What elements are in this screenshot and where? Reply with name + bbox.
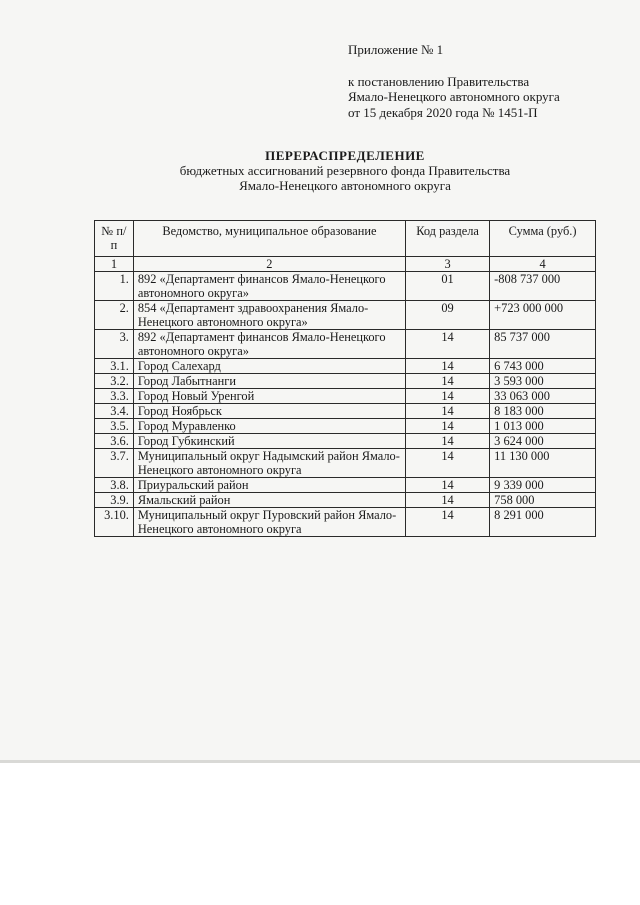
table-row xyxy=(95,508,596,537)
table-row xyxy=(95,478,596,493)
table-row xyxy=(95,434,596,449)
row-name: 892 «Департамент финансов Ямало-Ненецкого автономного округа» xyxy=(133,330,405,359)
row-name: Город Салехард xyxy=(133,359,405,374)
row-code: 14 xyxy=(405,374,489,389)
document-title xyxy=(120,148,570,193)
row-code: 14 xyxy=(405,330,489,359)
row-code: 14 xyxy=(405,478,489,493)
row-number: 3.4. xyxy=(95,404,134,419)
row-number: 3. xyxy=(95,330,134,359)
header-num: № п/п xyxy=(95,221,134,257)
row-sum: 8 291 000 xyxy=(490,508,596,537)
table-row xyxy=(95,449,596,478)
table-row xyxy=(95,330,596,359)
row-sum: 9 339 000 xyxy=(490,478,596,493)
index-cell: 1 xyxy=(95,257,134,272)
table-row xyxy=(95,272,596,301)
table-row xyxy=(95,359,596,374)
row-number: 3.10. xyxy=(95,508,134,537)
row-number: 3.7. xyxy=(95,449,134,478)
title-main: ПЕРЕРАСПРЕДЕЛЕНИЕ xyxy=(265,148,425,163)
row-name: Город Губкинский xyxy=(133,434,405,449)
row-code: 14 xyxy=(405,359,489,374)
row-sum: 758 000 xyxy=(490,493,596,508)
index-cell: 2 xyxy=(133,257,405,272)
title-sub-1: бюджетных ассигнований резервного фонда Правительства xyxy=(179,163,511,178)
row-sum: 33 063 000 xyxy=(490,389,596,404)
row-sum: 8 183 000 xyxy=(490,404,596,419)
row-code: 01 xyxy=(405,272,489,301)
row-name: Город Муравленко xyxy=(133,419,405,434)
header-code: Код раздела xyxy=(405,221,489,257)
appendix-line-1: к постановлению Правительства xyxy=(348,73,530,89)
row-code: 14 xyxy=(405,419,489,434)
table-header-row xyxy=(95,221,596,257)
appendix-header xyxy=(348,42,618,120)
row-code: 14 xyxy=(405,404,489,419)
row-number: 1. xyxy=(95,272,134,301)
row-sum: 1 013 000 xyxy=(490,419,596,434)
table-row xyxy=(95,493,596,508)
row-number: 3.8. xyxy=(95,478,134,493)
row-number: 3.3. xyxy=(95,389,134,404)
reallocation-table xyxy=(94,220,596,537)
table-body xyxy=(95,257,596,537)
index-row xyxy=(95,257,596,272)
row-sum: +723 000 000 xyxy=(490,301,596,330)
table-row xyxy=(95,389,596,404)
scan-edge-divider xyxy=(0,760,640,763)
row-number: 3.6. xyxy=(95,434,134,449)
row-number: 3.9. xyxy=(95,493,134,508)
row-number: 3.5. xyxy=(95,419,134,434)
row-code: 14 xyxy=(405,434,489,449)
row-name: Город Ноябрьск xyxy=(133,404,405,419)
row-number: 3.2. xyxy=(95,374,134,389)
row-sum: 85 737 000 xyxy=(490,330,596,359)
header-name: Ведомство, муниципальное образование xyxy=(133,221,405,257)
row-sum: 11 130 000 xyxy=(490,449,596,478)
row-code: 09 xyxy=(405,301,489,330)
row-name: 854 «Департамент здравоохранения Ямало-Ненецкого автономного округа» xyxy=(133,301,405,330)
row-sum: -808 737 000 xyxy=(490,272,596,301)
header-sum: Сумма (руб.) xyxy=(490,221,596,257)
index-cell: 3 xyxy=(405,257,489,272)
index-cell: 4 xyxy=(490,257,596,272)
table-row xyxy=(95,419,596,434)
title-sub-2: Ямало-Ненецкого автономного округа xyxy=(239,178,451,193)
appendix-line-3: от 15 декабря 2020 года № 1451-П xyxy=(348,104,538,120)
row-name: Приуральский район xyxy=(133,478,405,493)
row-code: 14 xyxy=(405,508,489,537)
appendix-line-2: Ямало-Ненецкого автономного округа xyxy=(348,89,560,104)
row-number: 2. xyxy=(95,301,134,330)
row-code: 14 xyxy=(405,389,489,404)
row-name: Муниципальный округ Надымский район Ямало-Ненецкого автономного округа xyxy=(133,449,405,478)
table-row xyxy=(95,374,596,389)
row-sum: 6 743 000 xyxy=(490,359,596,374)
row-code: 14 xyxy=(405,493,489,508)
table-row xyxy=(95,301,596,330)
appendix-number: Приложение № 1 xyxy=(348,42,444,57)
row-name: Муниципальный округ Пуровский район Ямало-Ненецкого автономного округа xyxy=(133,508,405,537)
row-code: 14 xyxy=(405,449,489,478)
row-name: Ямальский район xyxy=(133,493,405,508)
table-row xyxy=(95,404,596,419)
row-number: 3.1. xyxy=(95,359,134,374)
row-name: Город Новый Уренгой xyxy=(133,389,405,404)
row-sum: 3 593 000 xyxy=(490,374,596,389)
row-sum: 3 624 000 xyxy=(490,434,596,449)
row-name: Город Лабытнанги xyxy=(133,374,405,389)
row-name: 892 «Департамент финансов Ямало-Ненецкого автономного округа» xyxy=(133,272,405,301)
